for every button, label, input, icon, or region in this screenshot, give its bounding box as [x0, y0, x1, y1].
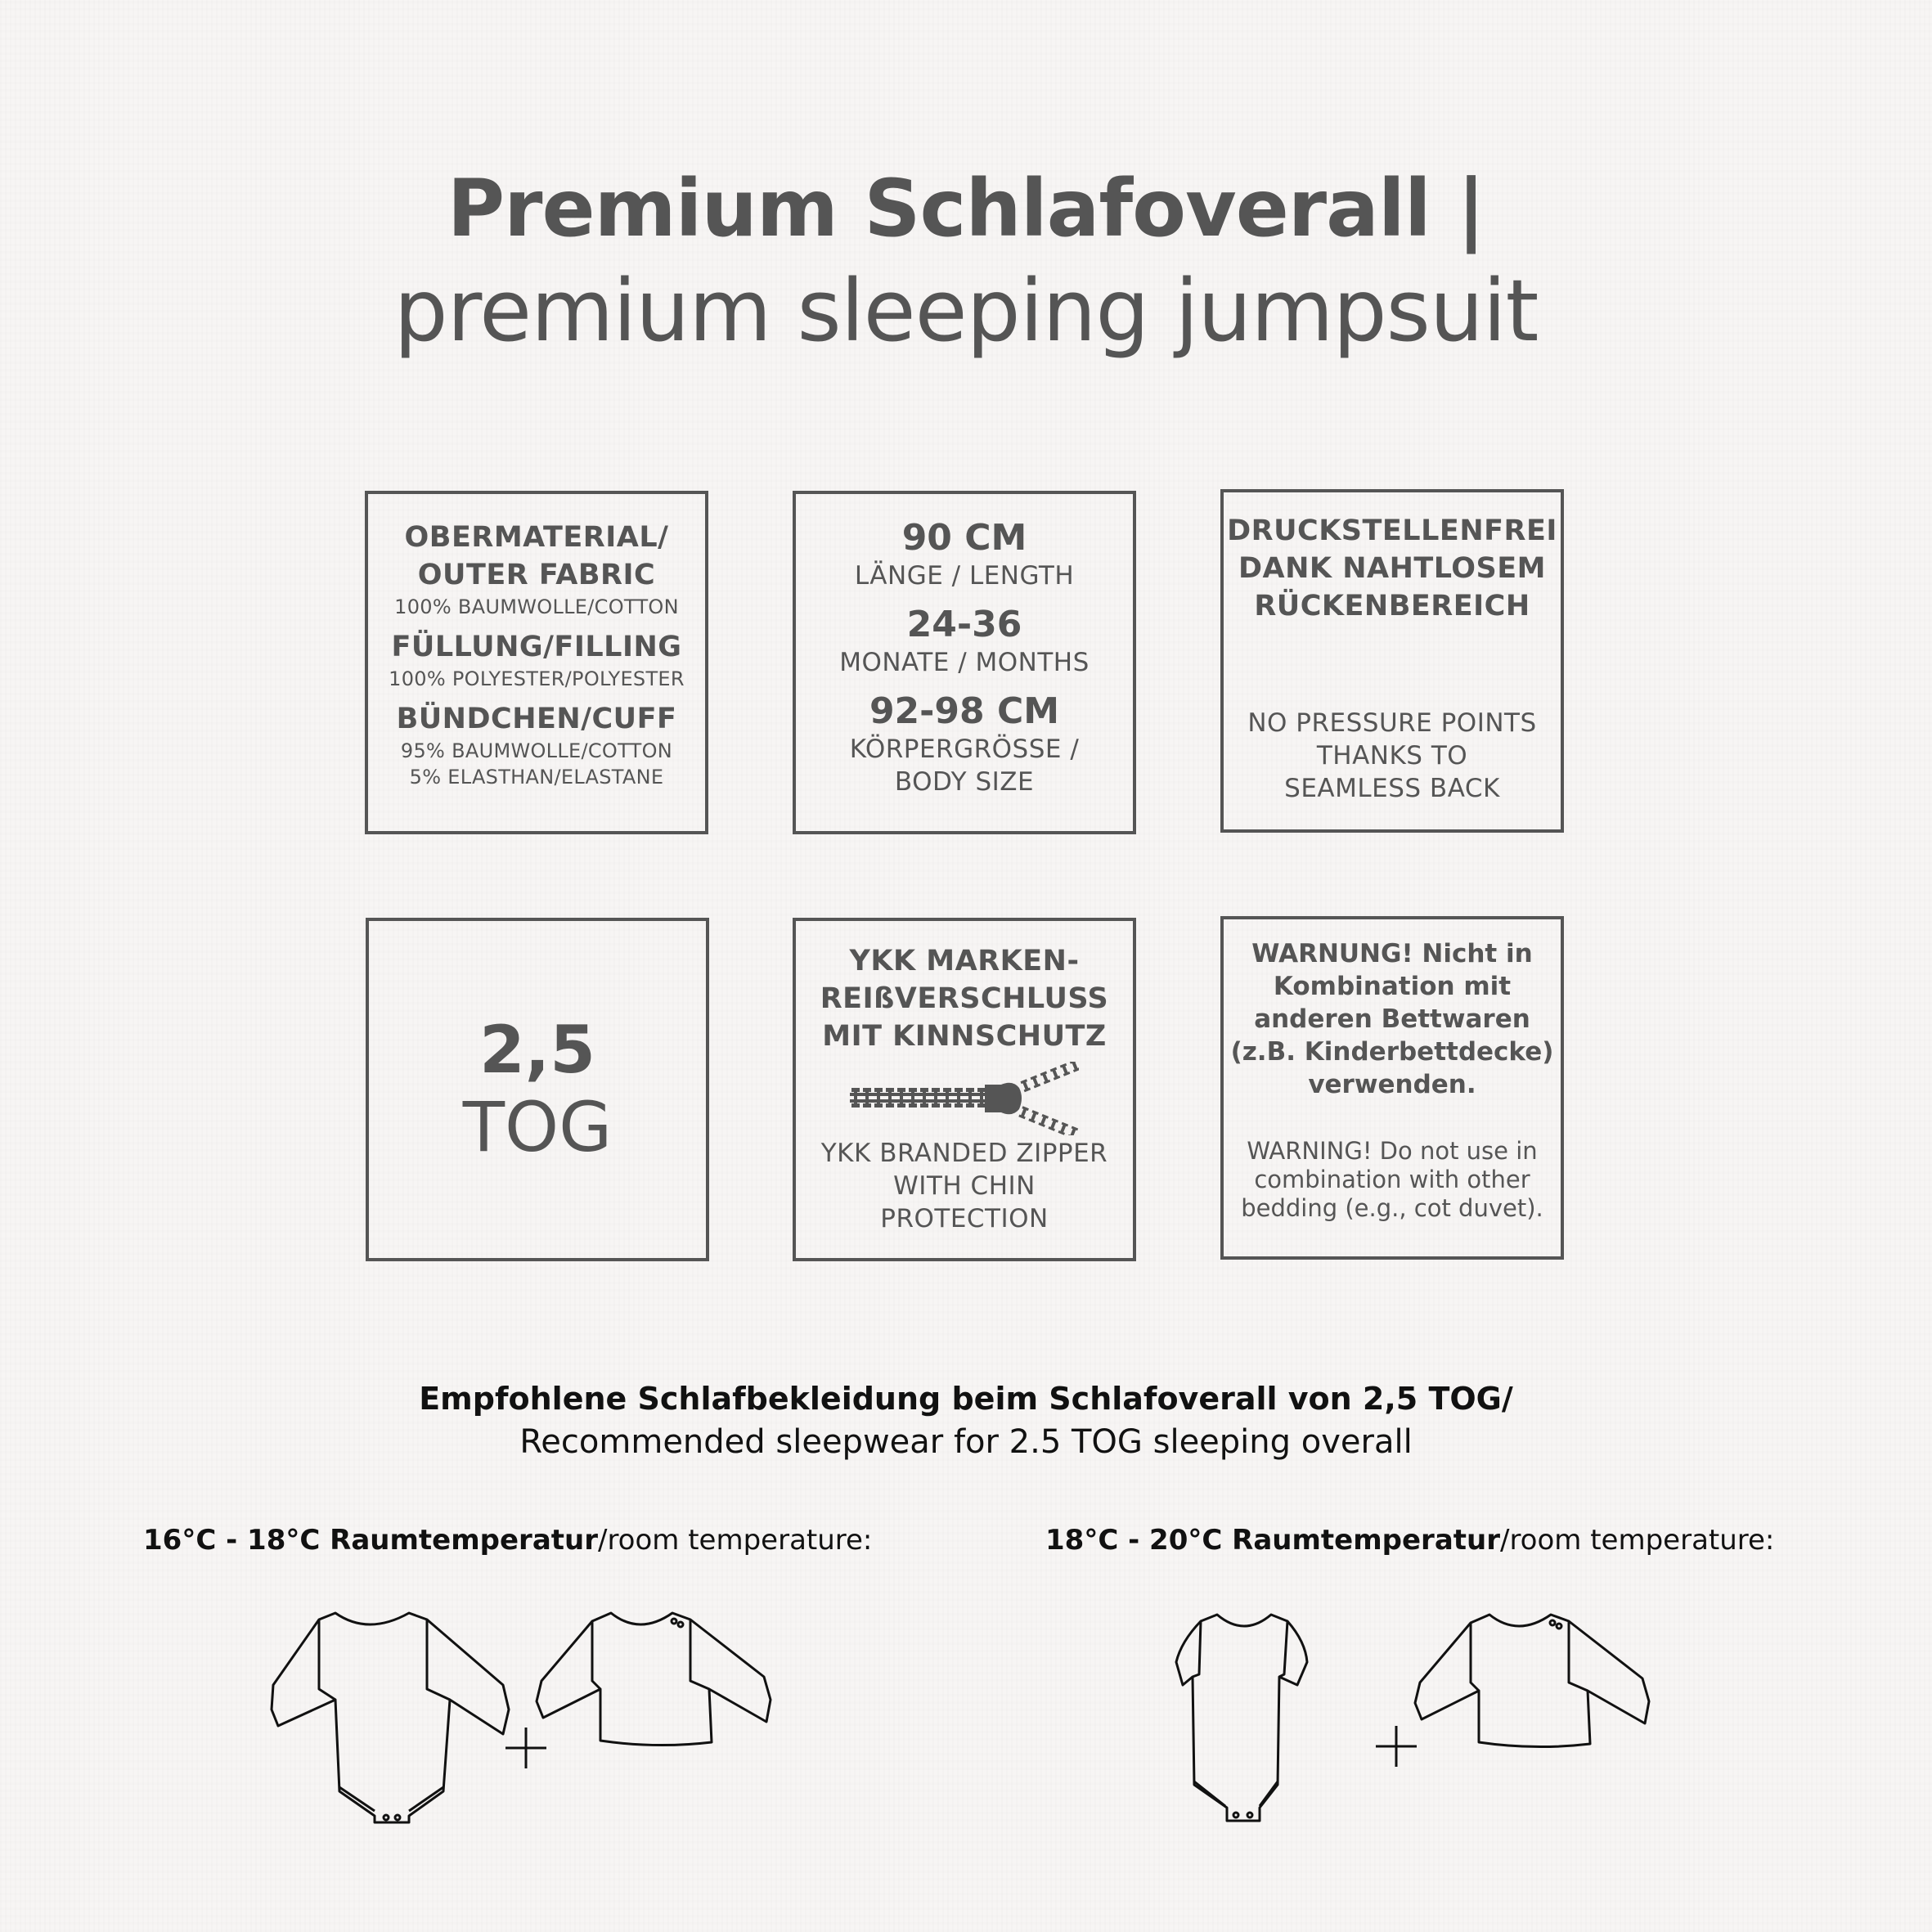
seamless-en-1: NO PRESSURE POINTS [1247, 708, 1537, 738]
body-size-value: 92-98 CM [869, 690, 1060, 732]
seamless-de-3: RÜCKENBEREICH [1254, 590, 1530, 622]
seamless-en-2: THANKS TO [1316, 741, 1468, 771]
long-sleeve-bodysuit-icon [254, 1611, 523, 1824]
sizes-box [793, 491, 1136, 834]
recommendation-heading-de: Empfohlene Schlafbekleidung beim Schlafoverall von 2,5 TOG/ [419, 1381, 1513, 1417]
body-size-label-2: BODY SIZE [894, 767, 1035, 797]
tog-unit: TOG [462, 1087, 613, 1167]
zipper-de-3: MIT KINNSCHUTZ [822, 1020, 1107, 1053]
zipper-box [793, 918, 1136, 1261]
long-sleeve-shirt-icon [1412, 1613, 1657, 1760]
temp-range-2-label [1045, 1521, 1774, 1559]
warning-de-4: (z.B. Kinderbettdecke) [1230, 1037, 1554, 1067]
outer-fabric-value: 100% BAUMWOLLE/COTTON [394, 595, 679, 618]
tog-box [366, 918, 709, 1261]
warning-de-3: anderen Bettwaren [1254, 1004, 1530, 1034]
warning-de-1: WARNUNG! Nicht in [1251, 939, 1533, 968]
recommendation-heading-en: Recommended sleepwear for 2.5 TOG sleeping overall [519, 1423, 1413, 1461]
temp-range-2-light: /room temperature: [1500, 1524, 1775, 1557]
temp-range-1-bold: 16°C - 18°C Raumtemperatur [143, 1524, 598, 1557]
warning-en-1: WARNING! Do not use in [1247, 1137, 1538, 1165]
warning-en-3: bedding (e.g., cot duvet). [1241, 1194, 1543, 1222]
zipper-en-2: WITH CHIN [893, 1171, 1036, 1201]
title-line-2: premium sleeping jumpsuit [393, 261, 1539, 361]
outer-fabric-heading-2: OUTER FABRIC [417, 559, 656, 591]
length-value: 90 CM [901, 517, 1027, 559]
short-sleeve-bodysuit-icon [1175, 1613, 1314, 1826]
body-size-label-1: KÖRPERGRÖSSE / [849, 735, 1080, 764]
temp-range-1-label [143, 1521, 872, 1559]
zipper-en-3: PROTECTION [880, 1204, 1049, 1233]
page-title [0, 160, 1932, 364]
warning-de-5: verwenden. [1308, 1070, 1476, 1099]
materials-box [365, 491, 708, 834]
seamless-en-3: SEAMLESS BACK [1284, 774, 1500, 803]
seamless-de-2: DANK NAHTLOSEM [1238, 552, 1547, 585]
seamless-back-box [1220, 489, 1564, 833]
temp-range-2-bold: 18°C - 20°C Raumtemperatur [1045, 1524, 1500, 1557]
seamless-de-1: DRUCKSTELLENFREI [1227, 514, 1557, 547]
cuff-value-2: 5% ELASTHAN/ELASTANE [409, 766, 664, 789]
zipper-icon [850, 1062, 1079, 1135]
cuff-value-1: 95% BAUMWOLLE/COTTON [400, 739, 673, 762]
warning-de-2: Kombination mit [1273, 972, 1512, 1001]
temp-range-1-light: /room temperature: [598, 1524, 873, 1557]
filling-value: 100% POLYESTER/POLYESTER [389, 667, 685, 690]
length-label: LÄNGE / LENGTH [854, 561, 1075, 591]
age-value: 24-36 [906, 604, 1022, 645]
outer-fabric-heading-1: OBERMATERIAL/ [404, 521, 669, 554]
warning-box [1220, 916, 1564, 1260]
zipper-de-2: REIßVERSCHLUSS [820, 982, 1109, 1015]
tog-value: 2,5 [479, 1012, 595, 1088]
zipper-en-1: YKK BRANDED ZIPPER [820, 1139, 1108, 1168]
warning-en-2: combination with other [1254, 1166, 1530, 1193]
filling-heading: FÜLLUNG/FILLING [391, 631, 682, 663]
long-sleeve-shirt-icon [533, 1611, 779, 1759]
zipper-de-1: YKK MARKEN- [849, 945, 1080, 977]
cuff-heading: BÜNDCHEN/CUFF [396, 703, 677, 735]
title-line-1: Premium Schlafoverall | [447, 163, 1485, 254]
age-label: MONATE / MONTHS [839, 648, 1090, 677]
